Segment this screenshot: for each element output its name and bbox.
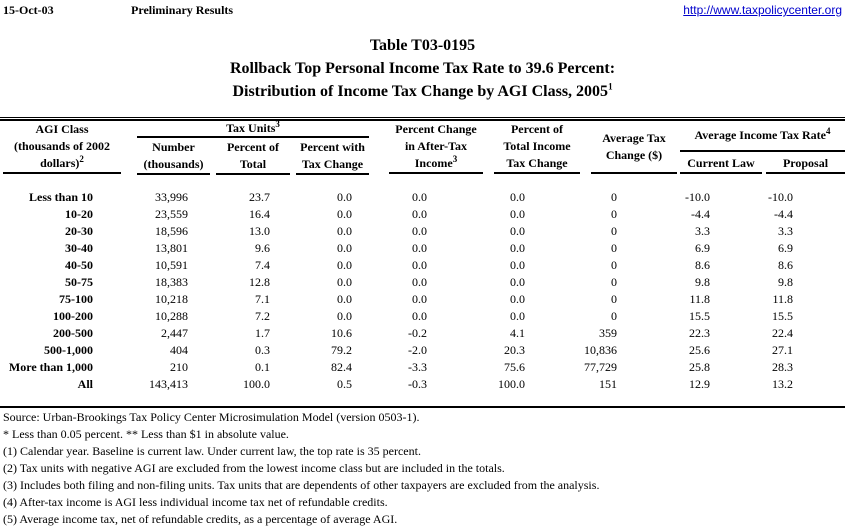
cell-share-of-change: 20.3 (504, 343, 525, 357)
footnote: (4) After-tax income is AGI less individual income tax net of refundable credits. (3, 495, 388, 509)
cell-share-of-change: 0.0 (510, 207, 525, 221)
col-avg-change-line2: Change ($) (605, 148, 663, 162)
footer-rule (0, 406, 845, 408)
cell-pct-total: 7.2 (255, 309, 270, 323)
cell-current-law-rate: 9.8 (695, 275, 710, 289)
col-number-line1: Number (152, 140, 195, 154)
footnote: (1) Calendar year. Baseline is current law. Under current law, the top rate is 35 percent. (3, 444, 421, 458)
cell-agi-class: 40-50 (65, 258, 93, 272)
cell-agi-class: 10-20 (65, 207, 93, 221)
cell-number: 18,383 (155, 275, 188, 289)
source-link[interactable]: http://www.taxpolicycenter.org (683, 3, 842, 17)
report-status: Preliminary Results (131, 3, 234, 17)
cell-pct-with-change: 0.0 (337, 292, 352, 306)
footnote-ref: 2 (79, 154, 84, 164)
cell-avg-tax-change: 0 (611, 224, 617, 238)
cell-proposal-rate: 13.2 (772, 377, 793, 391)
table-subtitle-text: Distribution of Income Tax Change by AGI Class, 2005 (232, 83, 609, 100)
cell-after-tax-change: -2.0 (408, 343, 427, 357)
cell-avg-tax-change: 0 (611, 275, 617, 289)
col-group-avg-rate (680, 121, 845, 152)
col-after-tax-line3-text: Income (414, 156, 453, 170)
cell-current-law-rate: 8.6 (695, 258, 710, 272)
cell-number: 33,996 (155, 190, 188, 204)
col-current-law: Current Law (680, 155, 762, 174)
cell-pct-with-change: 79.2 (331, 343, 352, 357)
cell-avg-tax-change: 0 (611, 309, 617, 323)
cell-proposal-rate: 27.1 (772, 343, 793, 357)
cell-pct-total: 13.0 (249, 224, 270, 238)
col-pct-total-line2: Total (239, 157, 267, 171)
cell-proposal-rate: 8.6 (778, 258, 793, 272)
table-row (0, 240, 845, 257)
col-after-tax (389, 121, 483, 174)
cell-share-of-change: 100.0 (498, 377, 525, 391)
cell-number: 18,596 (155, 224, 188, 238)
table-row (0, 206, 845, 223)
cell-pct-with-change: 10.6 (331, 326, 352, 340)
cell-number: 10,218 (155, 292, 188, 306)
cell-pct-total: 0.1 (255, 360, 270, 374)
cell-avg-tax-change: 0 (611, 190, 617, 204)
table-row (0, 325, 845, 342)
footnote-ref: 3 (275, 119, 280, 129)
cell-current-law-rate: -10.0 (685, 190, 710, 204)
cell-current-law-rate: 25.6 (689, 343, 710, 357)
col-pct-change (296, 139, 369, 175)
col-agi-class (3, 121, 121, 174)
cell-avg-tax-change: 151 (599, 377, 617, 391)
cell-number: 13,801 (155, 241, 188, 255)
cell-number: 23,559 (155, 207, 188, 221)
cell-after-tax-change: 0.0 (412, 190, 427, 204)
footnote: (3) Includes both filing and non-filing units. Tax units that are dependents of other taxpayers are excluded from the analysis. (3, 478, 600, 492)
cell-after-tax-change: 0.0 (412, 207, 427, 221)
col-number-line2: (thousands) (143, 157, 204, 171)
cell-after-tax-change: -3.3 (408, 360, 427, 374)
cell-pct-with-change: 0.5 (337, 377, 352, 391)
cell-share-of-change: 4.1 (510, 326, 525, 340)
table-title: Rollback Top Personal Income Tax Rate to 39.6 Percent: (229, 60, 616, 77)
cell-agi-class: 20-30 (65, 224, 93, 238)
cell-pct-total: 100.0 (243, 377, 270, 391)
cell-after-tax-change: -0.2 (408, 326, 427, 340)
source-note: Source: Urban-Brookings Tax Policy Center Microsimulation Model (version 0503-1). (3, 410, 420, 424)
table-id: Table T03-0195 (369, 37, 476, 54)
table-subtitle (0, 83, 845, 101)
cell-current-law-rate: 11.8 (689, 292, 710, 306)
cell-pct-total: 1.7 (255, 326, 270, 340)
cell-after-tax-change: 0.0 (412, 309, 427, 323)
col-after-tax-line2: in After-Tax (404, 139, 468, 153)
cell-pct-with-change: 0.0 (337, 224, 352, 238)
table-row (0, 223, 845, 240)
footnote: (5) Average income tax, net of refundable credits, as a percentage of average AGI. (3, 512, 398, 526)
footnote-ref: 4 (825, 126, 831, 136)
col-pct-total-line1: Percent of (226, 140, 280, 154)
report-date: 15-Oct-03 (3, 3, 54, 17)
col-agi-line2: (thousands of 2002 (13, 139, 111, 153)
col-agi-line1: AGI Class (35, 122, 89, 136)
footnote: * Less than 0.05 percent. ** Less than $1 in absolute value. (3, 427, 289, 441)
cell-proposal-rate: 11.8 (772, 292, 793, 306)
cell-proposal-rate: 22.4 (772, 326, 793, 340)
col-pct-total (216, 139, 290, 175)
cell-agi-class: 100-200 (53, 309, 93, 323)
cell-agi-class: 200-500 (53, 326, 93, 340)
col-group-tax-units (137, 121, 369, 138)
footnote-ref: 1 (608, 81, 613, 92)
table-row (0, 342, 845, 359)
cell-share-of-change: 0.0 (510, 241, 525, 255)
cell-avg-tax-change: 10,836 (584, 343, 617, 357)
cell-share-of-change: 0.0 (510, 258, 525, 272)
cell-number: 404 (170, 343, 188, 357)
cell-share-of-change: 0.0 (510, 309, 525, 323)
footnote-ref: 3 (452, 154, 458, 164)
cell-share-of-change: 0.0 (510, 224, 525, 238)
col-after-tax-line1: Percent Change (395, 122, 477, 136)
col-share (494, 121, 580, 174)
col-number (137, 139, 210, 175)
cell-share-of-change: 0.0 (510, 292, 525, 306)
col-share-line2: Total Income (503, 139, 571, 153)
cell-pct-with-change: 0.0 (337, 309, 352, 323)
cell-agi-class: 500-1,000 (44, 343, 93, 357)
col-avg-change-line1: Average Tax (602, 131, 666, 145)
cell-agi-class: 30-40 (65, 241, 93, 255)
cell-avg-tax-change: 0 (611, 292, 617, 306)
cell-proposal-rate: 28.3 (772, 360, 793, 374)
cell-pct-total: 0.3 (255, 343, 270, 357)
cell-proposal-rate: -10.0 (768, 190, 793, 204)
cell-pct-with-change: 0.0 (337, 258, 352, 272)
cell-number: 10,288 (155, 309, 188, 323)
cell-pct-with-change: 82.4 (331, 360, 352, 374)
table-row (0, 257, 845, 274)
cell-share-of-change: 0.0 (510, 275, 525, 289)
cell-avg-tax-change: 77,729 (584, 360, 617, 374)
col-proposal: Proposal (766, 155, 845, 174)
col-agi-line3-text: dollars) (40, 156, 80, 170)
cell-proposal-rate: -4.4 (774, 207, 793, 221)
col-avg-change (591, 121, 677, 174)
col-agi-line3 (3, 155, 121, 172)
table-row (0, 291, 845, 308)
cell-proposal-rate: 3.3 (778, 224, 793, 238)
cell-proposal-rate: 15.5 (772, 309, 793, 323)
cell-pct-total: 9.6 (255, 241, 270, 255)
cell-after-tax-change: 0.0 (412, 258, 427, 272)
footnote: (2) Tax units with negative AGI are excluded from the lowest income class but are included in the totals. (3, 461, 505, 475)
cell-current-law-rate: 3.3 (695, 224, 710, 238)
cell-avg-tax-change: 0 (611, 207, 617, 221)
cell-pct-total: 12.8 (249, 275, 270, 289)
cell-avg-tax-change: 0 (611, 241, 617, 255)
cell-current-law-rate: 22.3 (689, 326, 710, 340)
cell-current-law-rate: 12.9 (689, 377, 710, 391)
table-row (0, 359, 845, 376)
col-pct-change-line2: Tax Change (301, 157, 364, 171)
col-after-tax-line3 (389, 155, 483, 172)
cell-current-law-rate: -4.4 (691, 207, 710, 221)
cell-after-tax-change: 0.0 (412, 241, 427, 255)
cell-share-of-change: 75.6 (504, 360, 525, 374)
cell-number: 10,591 (155, 258, 188, 272)
cell-pct-with-change: 0.0 (337, 241, 352, 255)
cell-pct-with-change: 0.0 (337, 275, 352, 289)
cell-after-tax-change: 0.0 (412, 275, 427, 289)
col-group-tax-units-text: Tax Units (226, 121, 276, 135)
cell-number: 210 (170, 360, 188, 374)
cell-number: 143,413 (149, 377, 188, 391)
cell-pct-total: 7.4 (255, 258, 270, 272)
cell-after-tax-change: 0.0 (412, 224, 427, 238)
cell-number: 2,447 (161, 326, 188, 340)
cell-proposal-rate: 6.9 (778, 241, 793, 255)
cell-share-of-change: 0.0 (510, 190, 525, 204)
cell-proposal-rate: 9.8 (778, 275, 793, 289)
cell-pct-total: 7.1 (255, 292, 270, 306)
table-row (0, 308, 845, 325)
cell-after-tax-change: 0.0 (412, 292, 427, 306)
table-row (0, 274, 845, 291)
cell-avg-tax-change: 359 (599, 326, 617, 340)
cell-agi-class: 75-100 (59, 292, 93, 306)
cell-pct-total: 23.7 (249, 190, 270, 204)
cell-pct-with-change: 0.0 (337, 207, 352, 221)
col-group-avg-rate-text: Average Income Tax Rate (694, 128, 826, 142)
cell-current-law-rate: 15.5 (689, 309, 710, 323)
cell-agi-class: All (77, 377, 93, 391)
cell-after-tax-change: -0.3 (408, 377, 427, 391)
col-share-line3: Tax Change (506, 156, 568, 170)
table-row (0, 189, 845, 206)
cell-current-law-rate: 6.9 (695, 241, 710, 255)
cell-current-law-rate: 25.8 (689, 360, 710, 374)
table-row (0, 376, 845, 393)
col-share-line1: Percent of (510, 122, 564, 136)
cell-agi-class: Less than 10 (28, 190, 93, 204)
cell-avg-tax-change: 0 (611, 258, 617, 272)
cell-agi-class: 50-75 (65, 275, 93, 289)
cell-pct-total: 16.4 (249, 207, 270, 221)
col-pct-change-line1: Percent with (300, 140, 365, 154)
cell-pct-with-change: 0.0 (337, 190, 352, 204)
cell-agi-class: More than 1,000 (8, 360, 93, 374)
